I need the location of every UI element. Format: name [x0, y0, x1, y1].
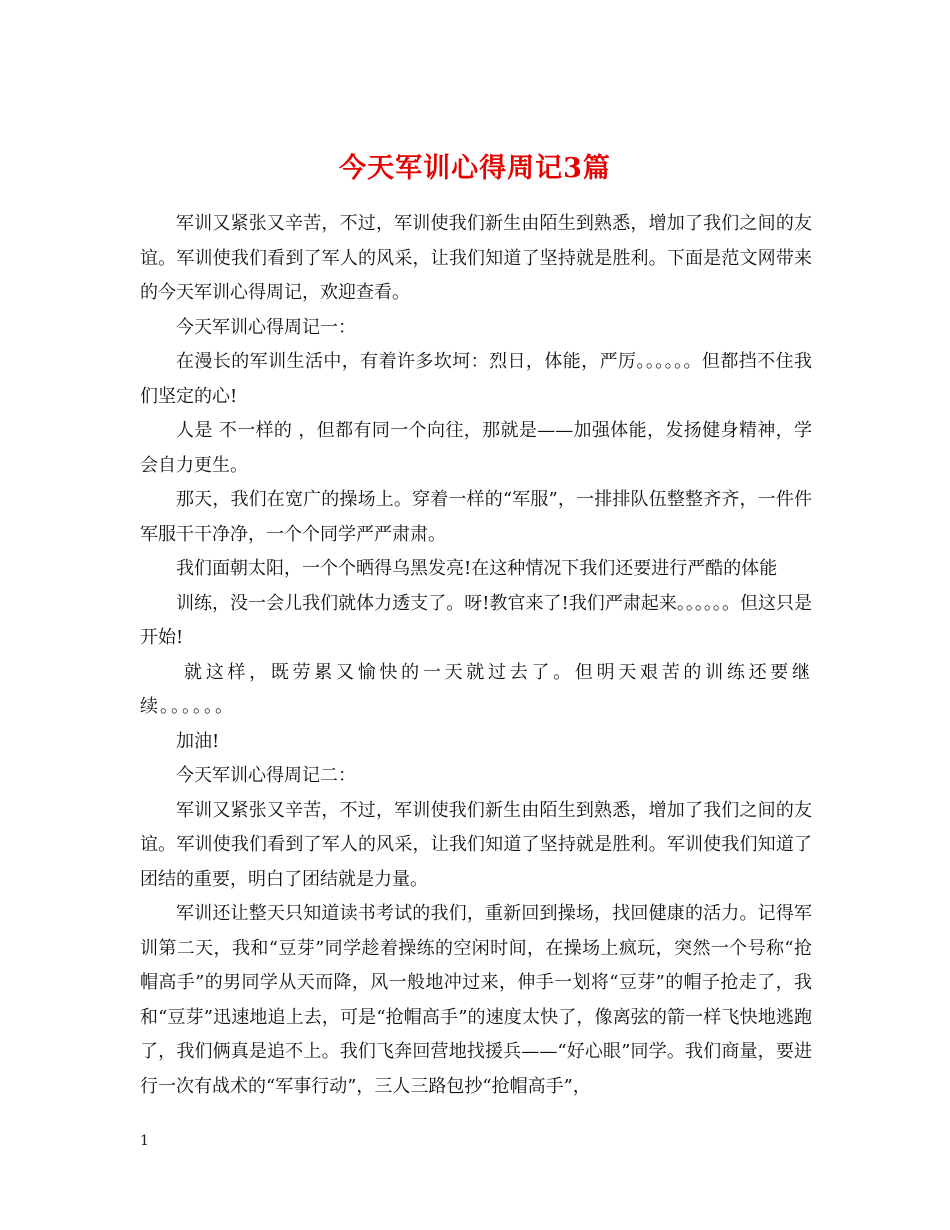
section-heading: 今天军训心得周记二：: [176, 765, 356, 786]
page-title: 今天军训心得周记3篇: [339, 153, 611, 185]
paragraph: 我们面朝太阳，一个个晒得乌黑发亮!在这种情况下我们还要进行严酷的体能: [176, 558, 778, 579]
paragraph: 训练，没一会儿我们就体力透支了。呀!教官来了!我们严肃起来。。。。。。但这只是开始!: [140, 592, 812, 648]
document-body: [140, 207, 812, 1104]
section-heading: 今天军训心得周记一：: [176, 316, 356, 338]
page-number: 1: [140, 1133, 149, 1149]
paragraph: 军训又紧张又辛苦，不过，军训使我们新生由陌生到熟悉，增加了我们之间的友谊。军训使我们看到了军人的风采，让我们知道了坚持就是胜利。军训使我们知道了团结的重要，明白了团结就是力量。: [140, 799, 812, 890]
paragraph: 那天，我们在宽广的操场上。穿着一样的“军服”，一排排队伍整整齐齐，一件件军服干干净净，一个个同学严严肃肃。: [140, 489, 812, 545]
paragraph: 就这样，既劳累又愉快的一天就过去了。但明天艰苦的训练还要继续。。。。。。: [140, 661, 812, 717]
paragraph: 在漫长的军训生活中，有着许多坎坷：烈日，体能，严厉。。。。。。但都挡不住我们坚定的心!: [140, 351, 812, 407]
paragraph: 军训还让整天只知道读书考试的我们，重新回到操场，找回健康的活力。记得军训第二天，我和“豆芽”同学趁着操练的空闲时间，在操场上疯玩，突然一个号称“抢帽高手”的男同学从天而降，风一般地冲过来，伸手一划将“豆芽”的帽子抢走了，我和“豆芽”迅速地追上去，可是“抢帽高手”的速度太快了，像离弦的箭一样飞快地逃跑了，我们俩真是追不上。我们飞奔回营地找援兵——“好心眼”同学。我们商量，要进行一次有战术的“军事行动”，三人三路包抄“抢帽高手”，: [140, 903, 812, 1097]
paragraph: 加油!: [176, 730, 220, 752]
paragraph: 人是 不一样的 ，但都有同一个向往，那就是——加强体能，发扬健身精神，学会自力更生。: [140, 420, 812, 476]
paragraph: 军训又紧张又辛苦，不过，军训使我们新生由陌生到熟悉，增加了我们之间的友谊。军训使我们看到了军人的风采，让我们知道了坚持就是胜利。下面是范文网带来的今天军训心得周记，欢迎查看。: [140, 213, 812, 303]
